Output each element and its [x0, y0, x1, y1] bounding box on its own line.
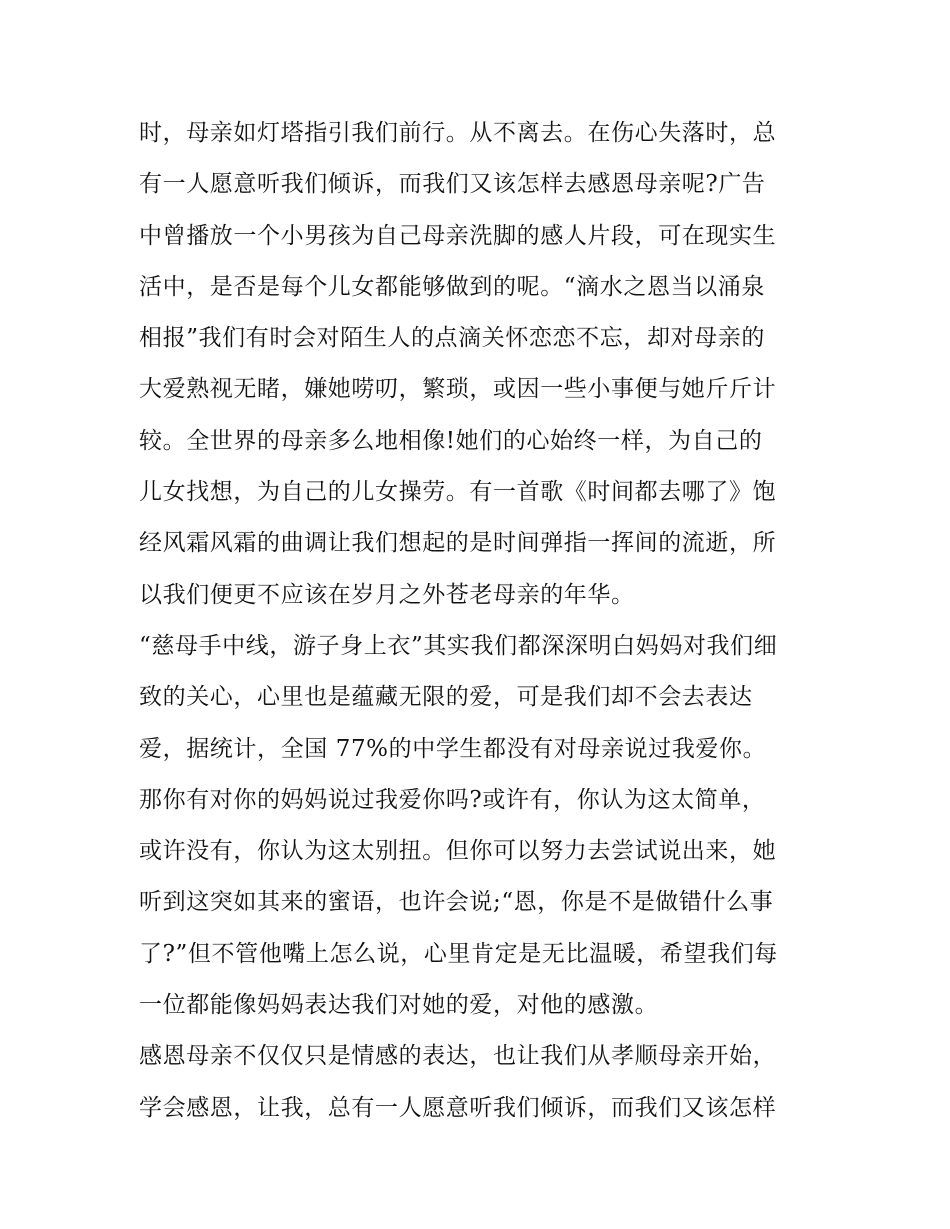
text-line: 学会感恩，让我，总有一人愿意听我们倾诉，而我们又该怎样: [139, 1094, 777, 1121]
text-line: 中曾播放一个小男孩为自己母亲洗脚的感人片段，可在现实生: [139, 222, 777, 249]
text-line: 经风霜风霜的曲调让我们想起的是时间弹指一挥间的流逝，所: [139, 530, 777, 557]
body-text: [139, 108, 819, 1134]
text-line: 以我们便更不应该在岁月之外苍老母亲的年华。: [139, 581, 635, 608]
text-line: 有一人愿意听我们倾诉，而我们又该怎样去感恩母亲呢?广告: [139, 171, 766, 198]
text-line: 相报”我们有时会对陌生人的点滴关怀恋恋不忘，却对母亲的: [139, 325, 765, 352]
text-line: 较。全世界的母亲多么地相像!她们的心始终一样，为自己的: [139, 427, 763, 454]
text-line: 听到这突如其来的蜜语，也许会说;“恩，你是不是做错什么事: [139, 889, 774, 916]
text-line: 一位都能像妈妈表达我们对她的爱，对他的感激。: [139, 992, 659, 1019]
text-line: 时，母亲如灯塔指引我们前行。从不离去。在伤心失落时，总: [139, 120, 777, 146]
text-line: 致的关心，心里也是蕴藏无限的爱，可是我们却不会去表达: [139, 684, 753, 711]
text-line: 了?”但不管他嘴上怎么说，心里肯定是无比温暖，希望我们每: [139, 940, 778, 967]
text-line: 感恩母亲不仅仅只是情感的表达，也让我们从孝顺母亲开始，: [139, 1043, 777, 1070]
text-line: 或许没有，你认为这太别扭。但你可以努力去尝试说出来，她: [139, 838, 777, 865]
text-line: 那你有对你的妈妈说过我爱你吗?或许有，你认为这太简单，: [139, 786, 766, 813]
text-line: 儿女找想，为自己的儿女操劳。有一首歌《时间都去哪了》饱: [139, 479, 777, 506]
text-line: 大爱熟视无睹，嫌她唠叨，繁琐，或因一些小事便与她斤斤计: [139, 376, 777, 403]
text-line: 活中，是否是每个儿女都能够做到的呢。“滴水之恩当以涌泉: [139, 273, 765, 300]
text-line: 爱，据统计，全国 77%的中学生都没有对母亲说过我爱你。: [139, 735, 767, 762]
text-line: “慈母手中线，游子身上衣”其实我们都深深明白妈妈对我们细: [139, 632, 778, 659]
